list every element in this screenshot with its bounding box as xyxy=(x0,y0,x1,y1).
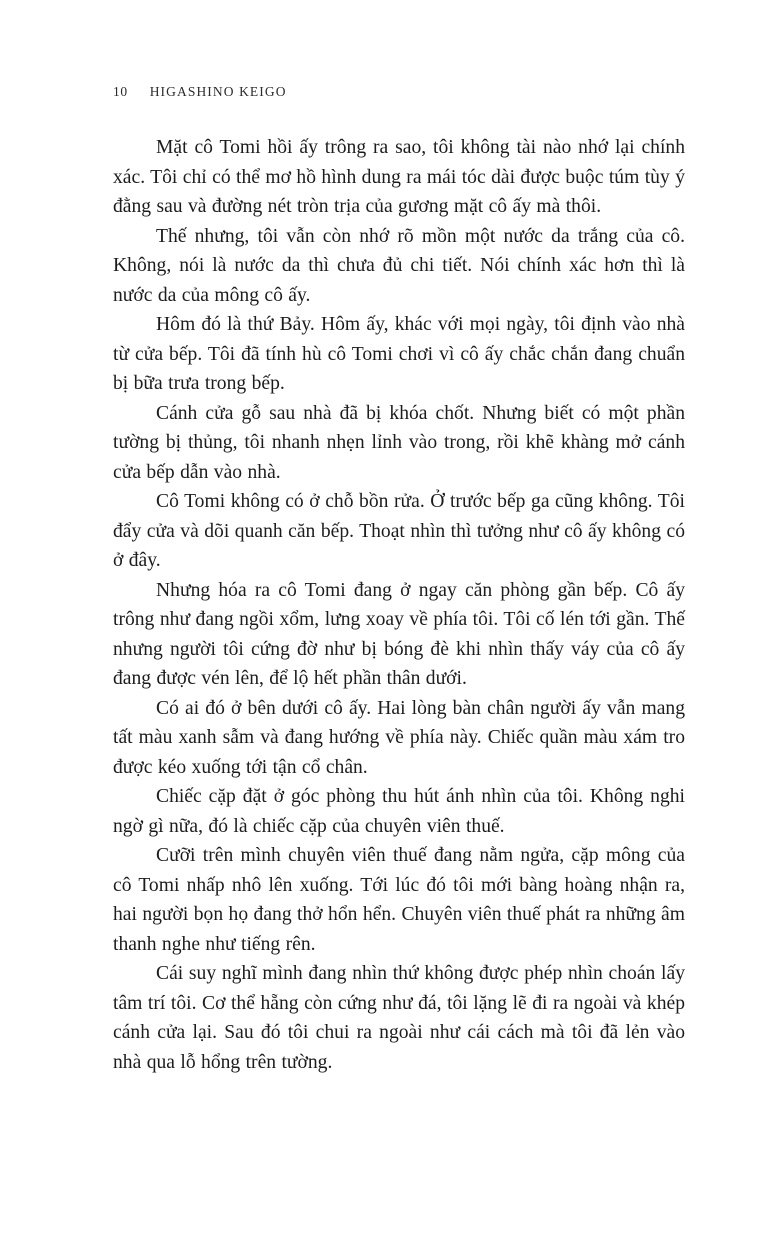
paragraph: Cô Tomi không có ở chỗ bồn rửa. Ở trước bếp ga cũng không. Tôi đẩy cửa và dõi quanh căn bếp. Thoạt nhìn thì tưởng như cô ấy không có ở đây. xyxy=(113,491,685,571)
paragraph: Nhưng hóa ra cô Tomi đang ở ngay căn phòng gần bếp. Cô ấy trông như đang ngồi xổm, lưng xoay về phía tôi. Tôi cố lén tới gần. Thế nhưng người tôi cứng đờ như bị bóng đè khi nhìn thấy váy của cô ấy đang được vén lên, để lộ hết phần thân dưới. xyxy=(113,579,685,689)
paragraph: Cánh cửa gỗ sau nhà đã bị khóa chốt. Nhưng biết có một phần tường bị thủng, tôi nhanh nhẹn lỉnh vào trong, rồi khẽ khàng mở cánh cửa bếp dẫn vào nhà. xyxy=(113,402,685,483)
paragraph: Hôm đó là thứ Bảy. Hôm ấy, khác với mọi ngày, tôi định vào nhà từ cửa bếp. Tôi đã tính hù cô Tomi chơi vì cô ấy chắc chắn đang chuẩn bị bữa trưa trong bếp. xyxy=(113,314,685,394)
running-head xyxy=(113,84,685,100)
body-text xyxy=(113,133,685,1077)
paragraph: Chiếc cặp đặt ở góc phòng thu hút ánh nhìn của tôi. Không nghi ngờ gì nữa, đó là chiếc cặp của chuyên viên thuế. xyxy=(113,786,685,837)
paragraph: Có ai đó ở bên dưới cô ấy. Hai lòng bàn chân người ấy vẫn mang tất màu xanh sẫm và đang hướng về phía này. Chiếc quần màu xám tro được kéo xuống tới tận cổ chân. xyxy=(113,697,685,778)
paragraph: Cưỡi trên mình chuyên viên thuế đang nằm ngửa, cặp mông của cô Tomi nhấp nhô lên xuống. Tới lúc đó tôi mới bàng hoàng nhận ra, hai người bọn họ đang thở hổn hển. Chuyên viên thuế phát ra những âm thanh nghe như tiếng rên. xyxy=(113,845,685,955)
running-head-author: HIGASHINO KEIGO xyxy=(149,84,287,99)
paragraph: Thế nhưng, tôi vẫn còn nhớ rõ mồn một nước da trắng của cô. Không, nói là nước da thì chưa đủ chi tiết. Nói chính xác hơn thì là nước da của mông cô ấy. xyxy=(113,225,685,306)
paragraph: Cái suy nghĩ mình đang nhìn thứ không được phép nhìn choán lấy tâm trí tôi. Cơ thể hẵng còn cứng như đá, tôi lặng lẽ đi ra ngoài và khép cánh cửa lại. Sau đó tôi chui ra ngoài như cái cách mà tôi đã lẻn vào nhà qua lỗ hổng trên tường. xyxy=(113,963,685,1073)
page-number: 10 xyxy=(113,84,128,99)
paragraph: Mặt cô Tomi hồi ấy trông ra sao, tôi không tài nào nhớ lại chính xác. Tôi chỉ có thể mơ hồ hình dung ra mái tóc dài được buộc túm tùy ý đằng sau và đường nét tròn trịa của gương mặt cô ấy mà thôi. xyxy=(113,137,685,217)
